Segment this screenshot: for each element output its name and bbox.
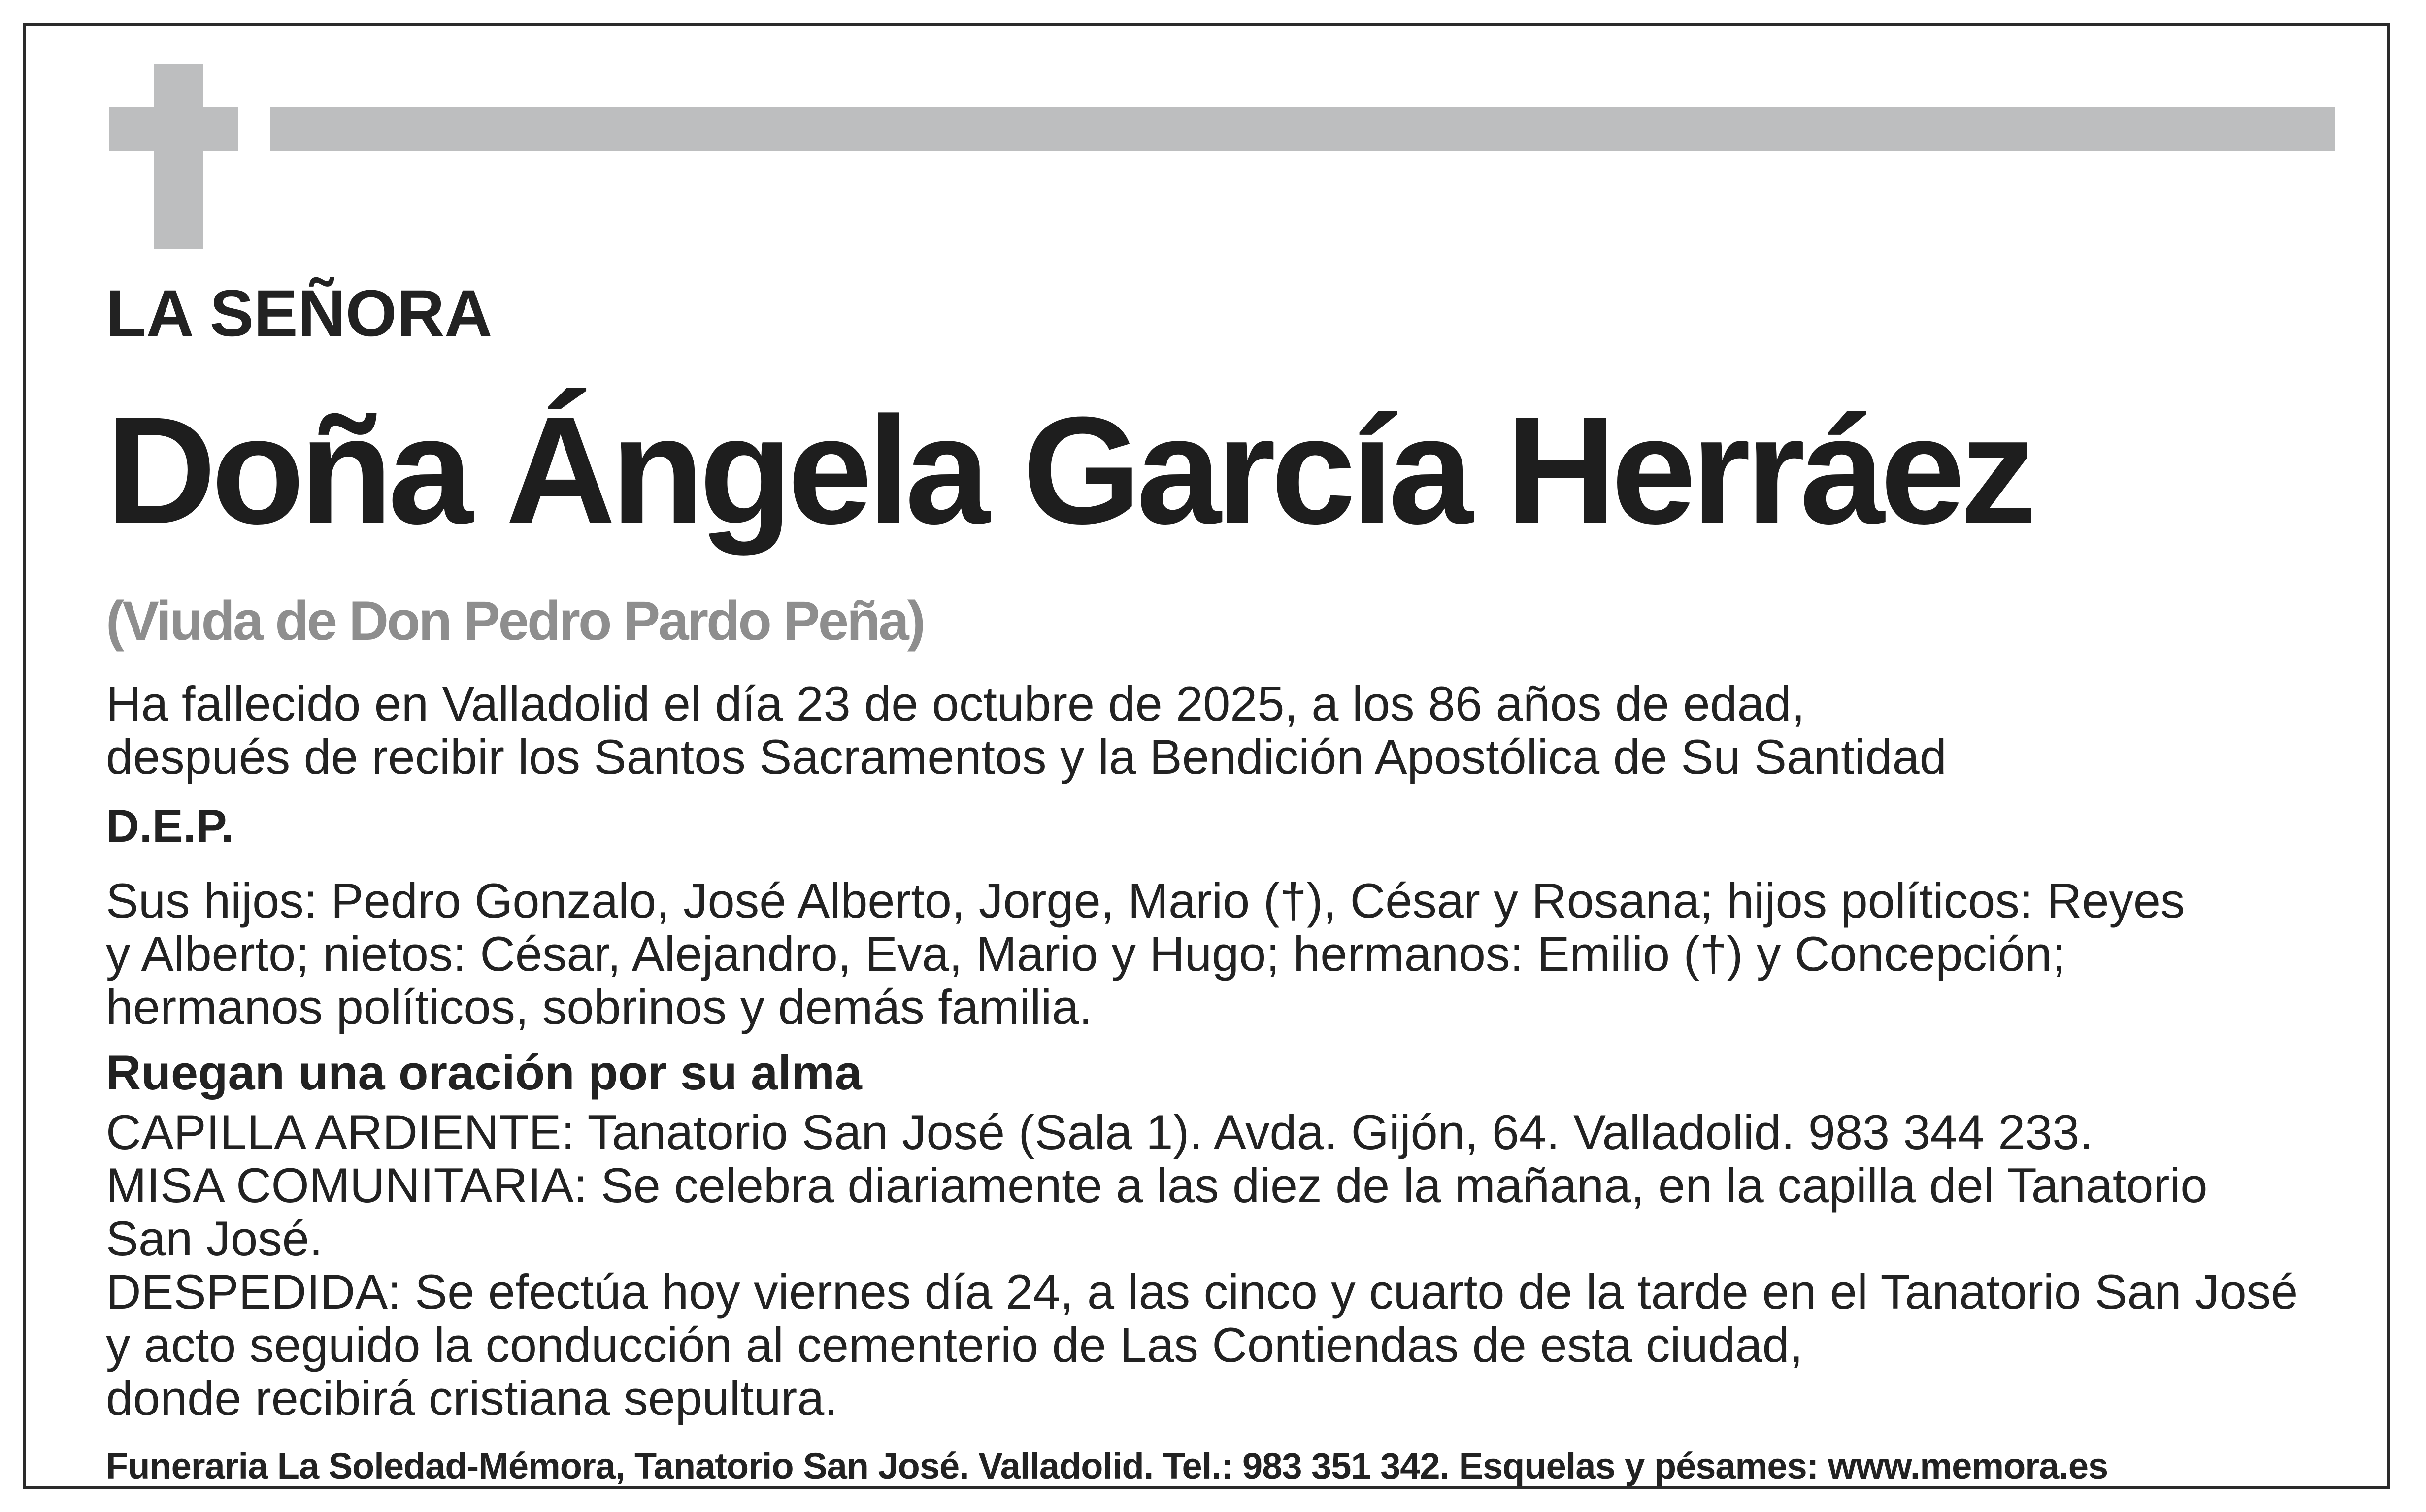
family-line: hermanos políticos, sobrinos y demás familia. <box>106 980 1093 1034</box>
funeral-home-footer: Funeraria La Soledad-Mémora, Tanatorio San José. Valladolid. Tel.: 983 351 342. Esquelas y pésames: www.memora.es <box>106 1446 2108 1486</box>
cross-horizontal-beam <box>109 107 238 151</box>
details-line: San José. <box>106 1211 323 1266</box>
details-line: y acto seguido la conducción al cementerio de Las Contiendas de esta ciudad, <box>106 1317 1803 1372</box>
family-line: y Alberto; nietos: César, Alejandro, Eva, Mario y Hugo; hermanos: Emilio (†) y Concepción; <box>106 926 2066 981</box>
details-line: donde recibirá cristiana sepultura. <box>106 1371 838 1425</box>
header-rule <box>270 107 2335 151</box>
prayer-request: Ruegan una oración por su alma <box>106 1045 862 1100</box>
rip-label: D.E.P. <box>106 800 234 852</box>
service-details <box>106 1106 2298 1425</box>
family-list <box>106 874 2185 1034</box>
details-line: MISA COMUNITARIA: Se celebra diariamente a las diez de la mañana, en la capilla del Tanatorio <box>106 1158 2208 1213</box>
deceased-name: Doña Ángela García Herráez <box>106 385 2032 556</box>
details-line: CAPILLA ARDIENTE: Tanatorio San José (Sala 1). Avda. Gijón, 64. Valladolid. 983 344 233. <box>106 1105 2093 1159</box>
cross-vertical-beam <box>154 64 203 249</box>
announcement-line: después de recibir los Santos Sacramentos y la Bendición Apostólica de Su Santidad <box>106 729 1947 784</box>
details-line: DESPEDIDA: Se efectúa hoy viernes día 24, a las cinco y cuarto de la tarde en el Tanatorio San José <box>106 1264 2298 1319</box>
family-line: Sus hijos: Pedro Gonzalo, José Alberto, Jorge, Mario (†), César y Rosana; hijos políticos: Reyes <box>106 873 2185 928</box>
widow-subtitle: (Viuda de Don Pedro Pardo Peña) <box>106 590 924 652</box>
header-title: LA SEÑORA <box>106 277 493 350</box>
death-announcement <box>106 677 1947 784</box>
announcement-line: Ha fallecido en Valladolid el día 23 de octubre de 2025, a los 86 años de edad, <box>106 676 1805 731</box>
